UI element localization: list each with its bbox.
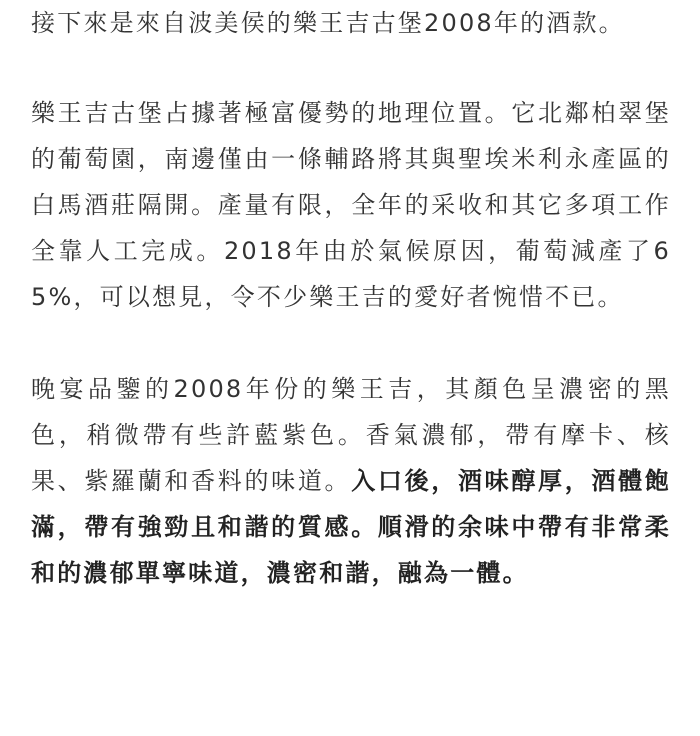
intro-paragraph: 接下來是來自波美侯的樂王吉古堡2008年的酒款。 (31, 9, 625, 37)
tasting-plain-text: 晚宴品鑒的2008年份的樂王吉，其顏色呈濃密的黑色，稍微帶有些許藍紫色。香氣濃郁，帶有摩卡、核果、紫羅蘭和香料的味道。 (31, 375, 671, 495)
description-paragraph: 樂王吉古堡占據著極富優勢的地理位置。它北鄰柏翠堡的葡萄園，南邊僅由一條輔路將其與聖埃米利永產區的白馬酒莊隔開。產量有限，全年的采收和其它多項工作全靠人工完成。2018年由於氣候原因，葡萄減產了65%，可以想見，令不少樂王吉的愛好者惋惜不已。 (31, 99, 671, 311)
tasting-bold-text: 入口後，酒味醇厚，酒體飽滿，帶有強勁且和諧的質感。順滑的余味中帶有非常柔和的濃郁單寧味道，濃密和諧，融為一體。 (31, 467, 671, 587)
article-body (31, 0, 671, 596)
tasting-paragraph (31, 366, 671, 596)
